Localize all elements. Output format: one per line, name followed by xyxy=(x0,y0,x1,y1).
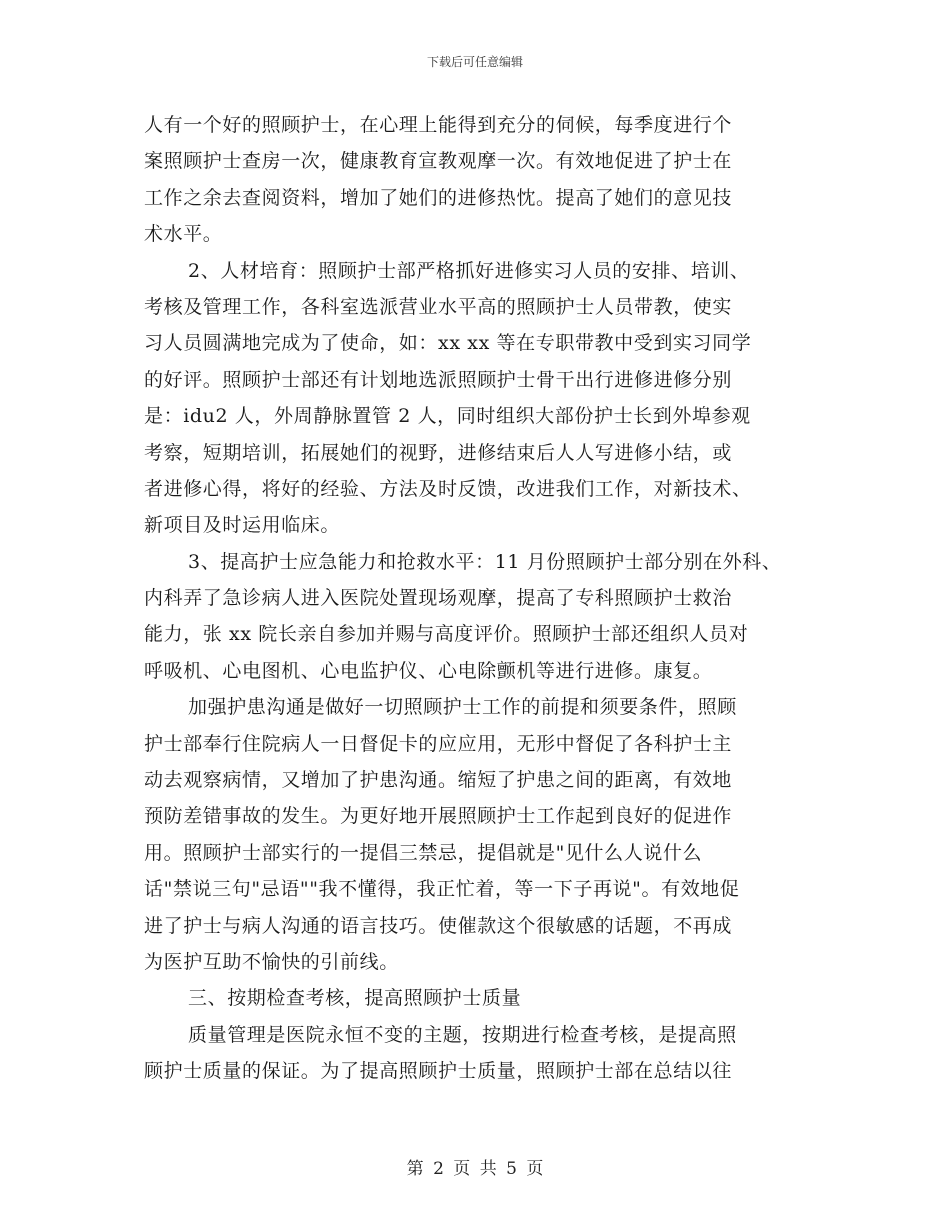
text-line: 者进修心得，将好的经验、方法及时反馈，改进我们工作，对新技术、 xyxy=(144,477,752,500)
text-line: 内科弄了急诊病人进入医院处置现场观摩，提高了专科照顾护士救治 xyxy=(144,587,733,610)
text-line: 人有一个好的照顾护士，在心理上能得到充分的伺候，每季度进行个 xyxy=(144,114,733,136)
text-line: 是：idu2 人，外周静脉置管 2 人，同时组织大部份护士长到外埠参观 xyxy=(144,405,751,428)
text-line: 动去观察病情，又增加了护患沟通。缩短了护患之间的距离，有效地 xyxy=(144,769,733,792)
document-body xyxy=(144,107,834,1090)
text-line: 呼吸机、心电图机、心电监护仪、心电除颤机等进行进修。康复。 xyxy=(144,659,713,682)
text-line: 3、提高护士应急能力和抢救水平：11 月份照顾护士部分别在外科、 xyxy=(188,550,782,573)
text-line: 考核及管理工作，各科室选派营业水平高的照顾护士人员带教，使实 xyxy=(144,295,733,318)
text-line: 案照顾护士查房一次，健康教育宣教观摩一次。有效地促进了护士在 xyxy=(144,150,733,173)
text-line: 护士部奉行住院病人一日督促卡的应应用，无形中督促了各科护士主 xyxy=(144,732,733,755)
text-line: 进了护士与病人沟通的语言技巧。使催款这个很敏感的话题，不再成 xyxy=(144,914,733,937)
text-line: 顾护士质量的保证。为了提高照顾护士质量，照顾护士部在总结以往 xyxy=(144,1060,733,1083)
text-line: 加强护患沟通是做好一切照顾护士工作的前提和须要条件，照顾 xyxy=(188,696,737,719)
text-line: 话"禁说三句"忌语""我不懂得，我正忙着，等一下子再说"。有效地促 xyxy=(144,878,740,901)
page-header-note: 下载后可任意编辑 xyxy=(426,55,523,69)
text-line: 新项目及时运用临床。 xyxy=(144,514,341,537)
page-number-footer: 第 2 页 共 5 页 xyxy=(406,1159,544,1179)
text-line: 三、按期检查考核，提高照顾护士质量 xyxy=(188,987,522,1010)
text-line: 2、人材培育：照顾护士部严格抓好进修实习人员的安排、培训、 xyxy=(188,259,750,282)
text-line: 工作之余去查阅资料，增加了她们的进修热忱。提高了她们的意见技 xyxy=(144,186,733,209)
text-line: 考察，短期培训，拓展她们的视野，进修结束后人人写进修小结，或 xyxy=(144,441,733,464)
text-line: 质量管理是医院永恒不变的主题，按期进行检查考核，是提高照 xyxy=(188,1023,737,1046)
text-line: 术水平。 xyxy=(144,223,223,246)
text-line: 能力，张 xx 院长亲自参加并赐与高度评价。照顾护士部还组织人员对 xyxy=(144,623,749,646)
text-line: 习人员圆满地完成为了使命，如：xx xx 等在专职带教中受到实习同学 xyxy=(144,332,752,355)
text-line: 用。照顾护士部实行的一提倡三禁忌，提倡就是"见什么人说什么 xyxy=(144,841,703,864)
text-line: 为医护互助不愉快的引前线。 xyxy=(144,950,399,973)
text-line: 的好评。照顾护士部还有计划地选派照顾护士骨干出行进修进修分别 xyxy=(144,368,733,391)
text-line: 预防差错事故的发生。为更好地开展照顾护士工作起到良好的促进作 xyxy=(144,805,733,828)
